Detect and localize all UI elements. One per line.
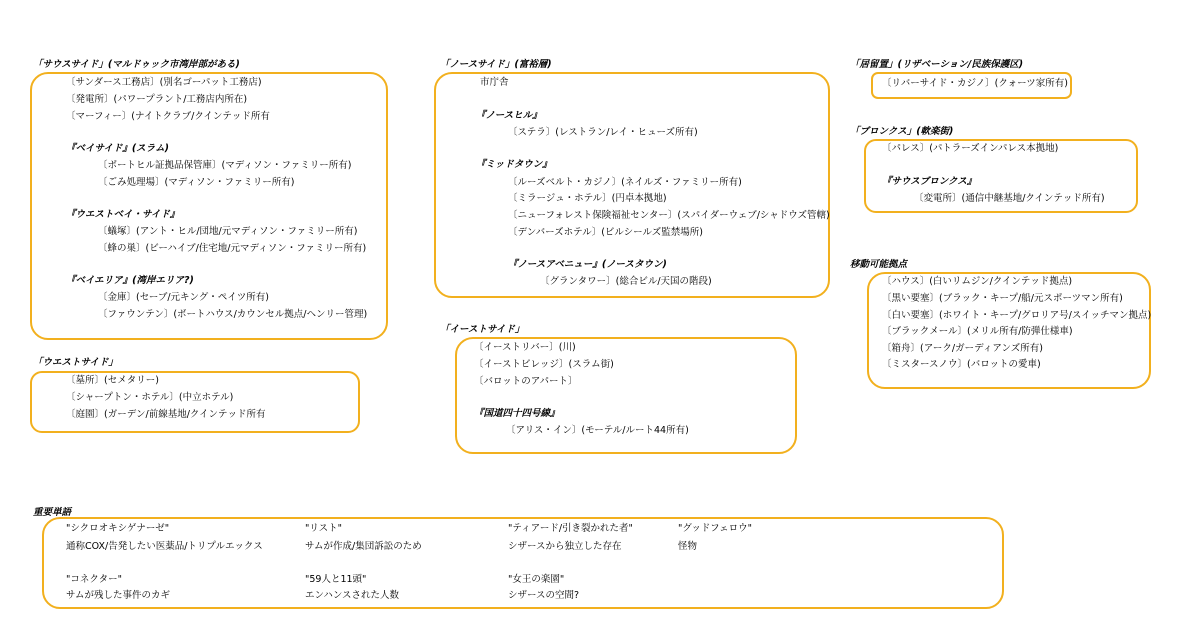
keyword-term: "コネクター" <box>66 574 123 585</box>
bay-area-title: 『ベイエリア』(湾岸エリア?) <box>66 275 194 286</box>
west-side-item: 〔墓所〕(セメタリー) <box>66 375 159 386</box>
keyword-term: "シクロオキシゲナーゼ" <box>66 523 170 534</box>
west-bayside-item: 〔蜂の巣〕(ビーハイブ/住宅地/元マディソン・ファミリー所有) <box>98 243 367 254</box>
keyword-desc: 怪物 <box>678 541 698 552</box>
keyword-desc: サムが残した事件のカギ <box>66 590 171 601</box>
route44-item: 〔アリス・イン〕(モーテル/ルート44所有) <box>506 425 689 436</box>
west-bayside-title: 『ウエストベイ・サイド』 <box>66 209 180 220</box>
reservation-title: 「居留置」(リザベーション/民族保護区) <box>850 59 1024 70</box>
midtown-item: 〔ミラージュ・ホテル〕(円卓本拠地) <box>508 193 667 204</box>
keywords-title: 重要単語 <box>33 507 72 518</box>
keyword-desc: シザースから独立した存在 <box>508 541 622 552</box>
mobile-title: 移動可能拠点 <box>850 259 908 270</box>
bayside-title: 『ベイサイド』(スラム) <box>66 143 169 154</box>
east-side-title: 「イーストサイド」 <box>440 324 525 335</box>
south-side-item: 〔サンダース工務店〕(別名ゴーパット工務店) <box>66 77 262 88</box>
mobile-item: 〔ミスタースノウ〕(バロットの愛車) <box>882 359 1041 370</box>
north-avenue-item: 〔グランタワー〕(総合ビル/天国の階段) <box>540 276 712 287</box>
keyword-desc: シザースの空間? <box>508 590 580 601</box>
route44-title: 『国道四十四号線』 <box>474 408 560 419</box>
city-hall: 市庁舎 <box>480 77 509 88</box>
mobile-item: 〔箱舟〕(アーク/ガーディアンズ所有) <box>882 343 1043 354</box>
east-side-item: 〔イーストビレッジ〕(スラム街) <box>474 359 614 370</box>
bayside-item: 〔ボートヒル証拠品保管庫〕(マディソン・ファミリー所有) <box>98 160 352 171</box>
mobile-item: 〔白い要塞〕(ホワイト・キープ/グロリア号/スイッチマン拠点) <box>882 310 1152 321</box>
north-avenue-title: 『ノースアベニュー』(ノースタウン) <box>508 259 667 270</box>
south-side-title: 「サウスサイド」(マルドゥック市湾岸部がある) <box>33 59 240 70</box>
west-bayside-item: 〔蟻塚〕(アント・ヒル/団地/元マディソン・ファミリー所有) <box>98 226 358 237</box>
mobile-item: 〔ブラックメール〕(メリル所有/防弾仕様車) <box>882 326 1073 337</box>
keyword-term: "グッドフェロウ" <box>678 523 753 534</box>
midtown-item: 〔ニューフォレスト保険福祉センター〕(スパイダーウェブ/シャドウズ管轄) <box>508 210 830 221</box>
west-side-item: 〔シャープトン・ホテル〕(中立ホテル) <box>66 392 234 403</box>
keyword-desc: サムが作成/集団訴訟のため <box>305 541 422 552</box>
bronx-item: 〔パレス〕(パトラーズインパレス本拠地) <box>882 143 1059 154</box>
midtown-item: 〔ルーズベルト・カジノ〕(ネイルズ・ファミリー所有) <box>508 177 742 188</box>
keyword-desc: エンハンスされた人数 <box>305 590 400 601</box>
mobile-item: 〔黒い要塞〕(ブラック・キープ/船/元スポーツマン所有) <box>882 293 1123 304</box>
keyword-term: "リスト" <box>305 523 343 534</box>
bayside-item: 〔ごみ処理場〕(マディソン・ファミリー所有) <box>98 177 295 188</box>
reservation-item: 〔リバーサイド・カジノ〕(クォーツ家所有) <box>882 78 1068 89</box>
west-side-title: 「ウエストサイド」 <box>33 357 118 368</box>
keyword-term: "59人と11頭" <box>305 574 367 585</box>
keyword-term: "ティアード/引き裂かれた者" <box>508 523 633 534</box>
bronx-title: 「ブロンクス」(軟楽街) <box>850 126 954 137</box>
south-side-item: 〔マーフィー〕(ナイトクラブ/クインテッド所有 <box>66 111 270 122</box>
west-side-item: 〔庭園〕(ガーデン/前線基地/クインテッド所有 <box>66 409 266 420</box>
east-side-item: 〔バロットのアパート〕 <box>474 376 578 387</box>
bay-area-item: 〔ファウンテン〕(ボートハウス/カウンセル拠点/ヘンリー管理) <box>98 309 368 320</box>
north-hill-item: 〔ステラ〕(レストラン/レイ・ヒューズ所有) <box>508 127 698 138</box>
north-side-title: 「ノースサイド」(富裕層) <box>440 59 552 70</box>
keyword-term: "女王の楽園" <box>508 574 565 585</box>
midtown-title: 『ミッドタウン』 <box>476 159 552 170</box>
mobile-item: 〔ハウス〕(白いリムジン/クインテッド拠点) <box>882 276 1073 287</box>
midtown-item: 〔デンバーズホテル〕(ビルシールズ監禁場所) <box>508 227 703 238</box>
south-bronx-item: 〔変電所〕(通信中継基地/クインテッド所有) <box>914 193 1105 204</box>
bay-area-item: 〔金庫〕(セーブ/元キング・ペイツ所有) <box>98 292 269 303</box>
south-side-item: 〔発電所〕(パワープラント/工務店内所在) <box>66 94 248 105</box>
south-bronx-title: 『サウスブロンクス』 <box>882 176 977 187</box>
keyword-desc: 通称COX/告発したい医薬品/トリプルエックス <box>66 541 263 552</box>
north-hill-title: 『ノースヒル』 <box>476 110 542 121</box>
east-side-item: 〔イーストリバー〕(川) <box>474 342 576 353</box>
